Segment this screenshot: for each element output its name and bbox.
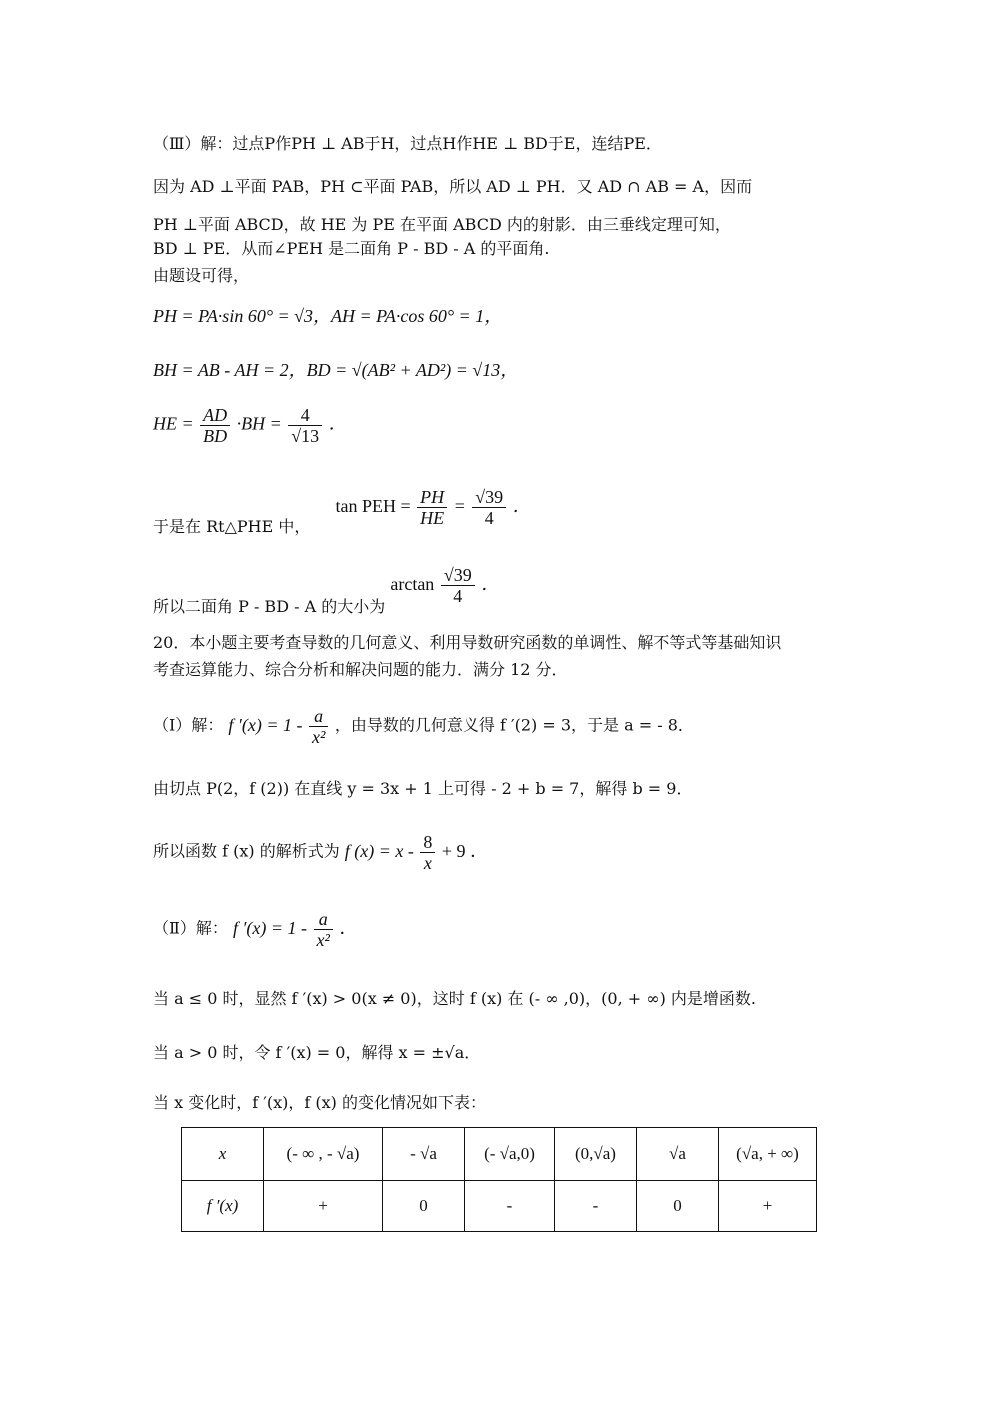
- table-cell: 0: [637, 1181, 719, 1232]
- table-cell: +: [719, 1181, 817, 1232]
- part3-line3: PH ⊥平面 ABCD，故 HE 为 PE 在平面 ABCD 内的射影．由三垂线定理可知，: [153, 215, 731, 234]
- part1-label: （Ⅰ）解：: [153, 715, 224, 735]
- fraction-sqrt39-4: [441, 565, 475, 606]
- arctan-label: arctan: [390, 573, 435, 594]
- q20-intro-line1: 20．本小题主要考查导数的几何意义、利用导数研究函数的单调性、解不等式等基础知识: [153, 633, 782, 652]
- q20-part1-line3: [153, 832, 488, 873]
- derivative-lhs: f ′(x) = 1 -: [228, 714, 303, 735]
- he-lhs: HE =: [153, 413, 194, 434]
- fraction-numerator: √39: [472, 487, 506, 508]
- table-header-cell: - √a: [383, 1128, 465, 1181]
- q20-part2-line4: 当 x 变化时，f ′(x)，f (x) 的变化情况如下表：: [153, 1093, 486, 1112]
- fraction-denominator: √13: [291, 426, 320, 446]
- function-expression: [344, 832, 489, 873]
- function-prefix: 所以函数 f (x) 的解析式为: [153, 841, 340, 861]
- q20-part2-line1: [153, 909, 357, 950]
- he-end: ．: [328, 413, 347, 434]
- dihedral-answer-line: [153, 565, 500, 616]
- table-cell: -: [465, 1181, 555, 1232]
- variation-table: [181, 1127, 817, 1232]
- q20-part1-line2: 由切点 P(2，f (2)) 在直线 y = 3x + 1 上可得 - 2 + b = 7，解得 b = 9．: [153, 779, 693, 798]
- fraction-denominator: x: [423, 853, 432, 873]
- fraction-numerator: PH: [417, 487, 447, 508]
- function-lhs: f (x) = x -: [344, 840, 414, 861]
- fraction-numerator: √39: [441, 565, 475, 586]
- part3-line4: BD ⊥ PE．从而∠PEH 是二面角 P - BD - A 的平面角.: [153, 239, 550, 258]
- fraction-denominator: x²: [311, 727, 326, 747]
- fraction-4-sqrt13: [288, 405, 322, 446]
- derivative-end: ．: [339, 917, 358, 938]
- part1-rest: ，由导数的几何意义得 f ′(2) = 3，于是 a = - 8．: [334, 715, 694, 735]
- derivative-lhs: f ′(x) = 1 -: [232, 917, 308, 938]
- fraction-8-x: [420, 832, 435, 873]
- fraction-denominator: HE: [420, 508, 445, 528]
- tan-equals: =: [453, 495, 466, 516]
- equation-bh-bd: BH = AB - AH = 2，BD = √(AB² + AD²) = √13，: [153, 360, 519, 380]
- table-cell: -: [555, 1181, 637, 1232]
- fraction-numerator: a: [309, 706, 328, 727]
- part3-line1: （Ⅲ）解：过点P作PH ⊥ AB于H，过点H作HE ⊥ BD于E，连结PE．: [153, 134, 662, 153]
- table-header-cell: (- √a,0): [465, 1128, 555, 1181]
- tan-expression: [335, 487, 531, 528]
- part3-line5: 由题设可得，: [153, 266, 250, 285]
- equation-he: [153, 405, 347, 446]
- tan-peh-line: [153, 487, 531, 536]
- fraction-ad-bd: [200, 405, 230, 446]
- arctan-expression: [390, 565, 500, 606]
- table-header-cell: (√a, + ∞): [719, 1128, 817, 1181]
- table-header-cell: (- ∞ , - √a): [264, 1128, 383, 1181]
- function-end: + 9: [441, 840, 466, 861]
- fraction-denominator: 4: [453, 586, 463, 606]
- fraction-numerator: 4: [288, 405, 322, 426]
- function-dot: ．: [470, 840, 489, 861]
- fraction-ph-he: [417, 487, 447, 528]
- he-mid: ·BH =: [236, 413, 282, 434]
- table-header-cell: (0,√a): [555, 1128, 637, 1181]
- fraction-numerator: a: [314, 909, 333, 930]
- fraction-sqrt39-4: [472, 487, 506, 528]
- derivative-expression: [232, 909, 358, 950]
- derivative-expression: [228, 706, 334, 747]
- fraction-a-x2: [314, 909, 333, 950]
- q20-part2-line2: 当 a ≤ 0 时，显然 f ′(x) > 0(x ≠ 0)，这时 f (x) 在 (- ∞ ,0)，(0, + ∞) 内是增函数.: [153, 989, 756, 1008]
- fraction-denominator: x²: [316, 930, 330, 950]
- table-row: [182, 1128, 817, 1181]
- q20-part2-line3: 当 a > 0 时，令 f ′(x) = 0，解得 x = ±√a．: [153, 1043, 481, 1062]
- fraction-denominator: BD: [203, 426, 228, 446]
- table-header-cell: x: [182, 1128, 264, 1181]
- part2-label: （Ⅱ）解：: [153, 918, 228, 938]
- tan-lhs: tan PEH =: [335, 495, 411, 516]
- fraction-a-x2: [309, 706, 328, 747]
- q20-part1-line1: [153, 706, 694, 747]
- table-cell: f ′(x): [182, 1181, 264, 1232]
- table-row: [182, 1181, 817, 1232]
- equation-ph-ah: PH = PA·sin 60° = √3，AH = PA·cos 60° = 1，: [153, 306, 503, 326]
- fraction-numerator: AD: [200, 405, 230, 426]
- fraction-denominator: 4: [484, 508, 494, 528]
- rt-prefix: 于是在 Rt△PHE 中，: [153, 516, 311, 536]
- table-cell: 0: [383, 1181, 465, 1232]
- table-cell: +: [264, 1181, 383, 1232]
- answer-prefix: 所以二面角 P - BD - A 的大小为: [153, 596, 386, 616]
- part3-line2: 因为 AD ⊥平面 PAB，PH ⊂平面 PAB，所以 AD ⊥ PH．又 AD ∩ AB = A，因而: [153, 177, 753, 196]
- arctan-end: ．: [481, 573, 500, 594]
- q20-intro-line2: 考查运算能力、综合分析和解决问题的能力．满分 12 分．: [153, 660, 568, 679]
- tan-end: ．: [512, 495, 531, 516]
- fraction-numerator: 8: [420, 832, 435, 853]
- table-header-cell: √a: [637, 1128, 719, 1181]
